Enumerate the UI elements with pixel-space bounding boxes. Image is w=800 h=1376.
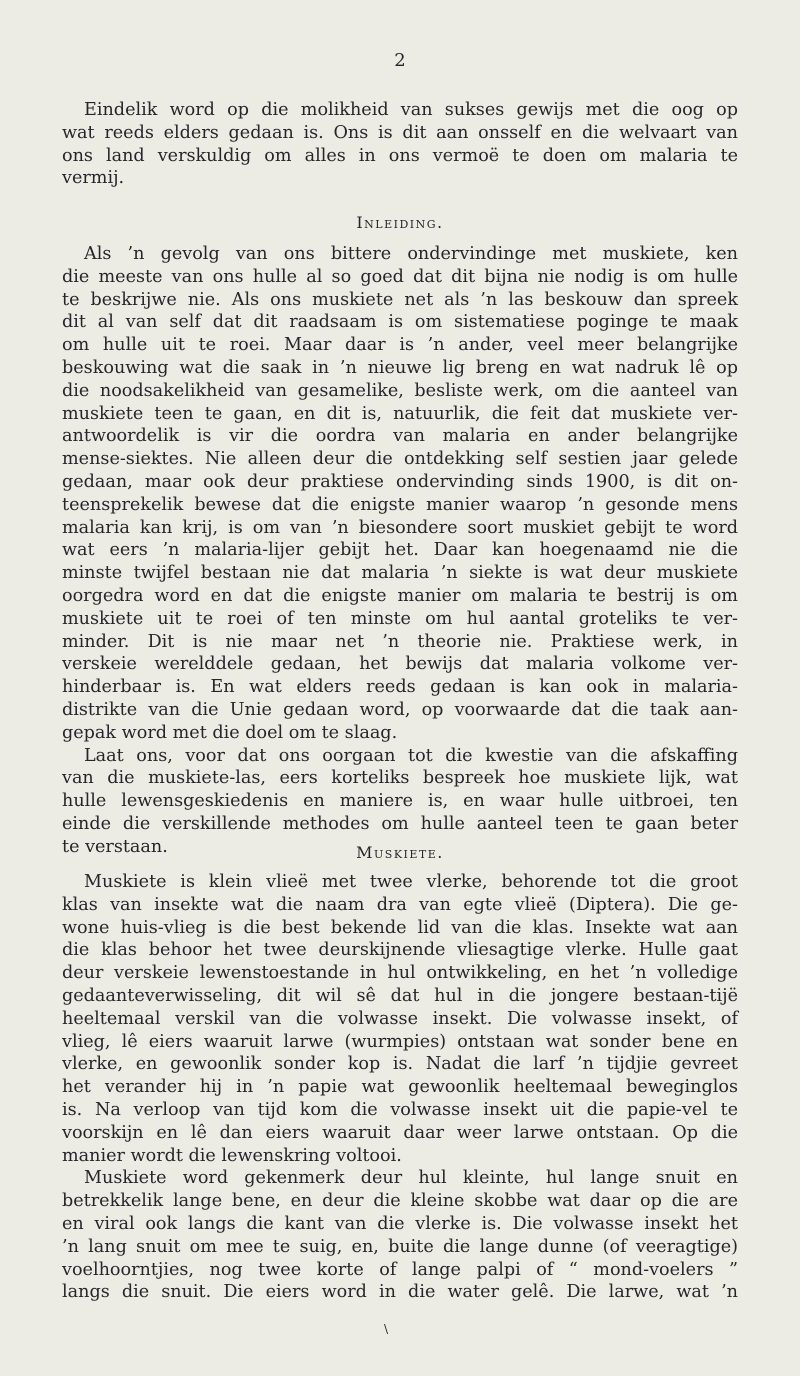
text-line: dit al van self dat dit raadsaam is om sistematiese poginge te maak (62, 312, 738, 333)
text-line: Eindelik word op die molikheid van sukses gewijs met die oog op (84, 100, 738, 120)
text-line: verskeie werelddele gedaan, het bewijs dat malaria volkome ver- (62, 654, 738, 675)
text-line: wat eers ’n malaria-lijer gebijt het. Daar kan hoegenaamd nie die (62, 540, 738, 561)
text-line: die noodsakelikheid van gesamelike, besliste werk, om die aanteel van (62, 380, 738, 401)
text-line: malaria kan krij, is om van ’n biesondere soort muskiet gebijt te word (62, 517, 738, 538)
text-line: Muskiete word gekenmerk deur hul kleinte, hul lange snuit en (84, 1168, 738, 1189)
text-line: antwoordelik is vir die oordra van malaria en ander belangrijke (62, 426, 738, 447)
text-line: gedaanteverwisseling, dit wil sê dat hul in die jongere bestaan-tijë (62, 986, 738, 1006)
text-line: distrikte van die Unie gedaan word, op voorwaarde dat die taak aan- (62, 700, 738, 720)
text-line: wat reeds elders gedaan is. Ons is dit aan onsself en die welvaart van (62, 122, 738, 143)
text-line: langs die snuit. Die eiers word in die water gelê. Die larwe, wat ’n (62, 1282, 738, 1303)
page-number: 2 (394, 50, 406, 71)
text-line: voorskijn en lê dan eiers waaruit daar weer larwe ontstaan. Op die (62, 1122, 738, 1143)
footer-mark: \ (384, 1322, 389, 1336)
text-line: voelhoorntjies, nog twee korte of lange palpi of “ mond-voelers ” (62, 1259, 738, 1280)
text-line: gedaan, maar ook deur praktiese ondervinding sinds 1900, is dit on- (62, 472, 738, 492)
text-line: om hulle uit te roei. Maar daar is ’n ander, veel meer belangrijke (62, 335, 738, 356)
text-line: deur verskeie lewenstoestande in hul ontwikkeling, en het ’n volledige (62, 963, 738, 984)
text-line: hulle lewensgeskiedenis en maniere is, en waar hulle uitbroei, ten (62, 791, 738, 812)
text-line: vermij. (62, 168, 125, 189)
text-line: die meeste van ons hulle al so goed dat dit bijna nie nodig is om hulle (62, 266, 738, 287)
text-line: klas van insekte wat die naam dra van egte vlieë (Diptera). Die ge- (62, 894, 738, 915)
text-line: te beskrijwe nie. Als ons muskiete net als ’n las beskouw dan spreek (62, 289, 738, 310)
text-line: vlerke, en gewoonlik sonder kop is. Nadat die larf ’n tijdjie gevreet (62, 1054, 738, 1075)
text-line: minder. Dit is nie maar net ’n theorie nie. Praktiese werk, in (62, 631, 738, 652)
section-heading-inleiding: Inleiding. (356, 213, 444, 232)
text-line: teensprekelik bewese dat die enigste manier waarop ’n gesonde mens (62, 494, 738, 515)
text-line: en viral ook langs die kant van die vlerke is. Die volwasse insekt het (62, 1214, 738, 1234)
text-line: vlieg, lê eiers waaruit larwe (wurmpies) ontstaan wat sonder bene en (62, 1031, 738, 1052)
text-line: heeltemaal verskil van die volwasse insekt. Die volwasse insekt, of (62, 1008, 738, 1029)
text-line: ’n lang snuit om mee te suig, en, buite die lange dunne (of veeragtige) (62, 1236, 738, 1257)
text-line: die klas behoor het twee deurskijnende vliesagtige vlerke. Hulle gaat (62, 940, 738, 961)
text-line: is. Na verloop van tijd kom die volwasse insekt uit die papie-vel te (62, 1100, 738, 1120)
text-line: minste twijfel bestaan nie dat malaria ’n siekte is wat deur muskiete (62, 563, 738, 584)
text-line: mense-siektes. Nie alleen deur die ontdekking self sestien jaar gelede (62, 449, 738, 470)
section-heading-muskiete: Muskiete. (356, 843, 444, 862)
text-line: van die muskiete-las, eers korteliks bespreek hoe muskiete lijk, wat (62, 768, 738, 789)
text-line: Laat ons, voor dat ons oorgaan tot die kwestie van die afskaffing (84, 745, 738, 766)
text-line: wone huis-vlieg is die best bekende lid van die klas. Insekte wat aan (62, 917, 738, 938)
text-line: Als ’n gevolg van ons bittere ondervindinge met muskiete, ken (84, 244, 738, 264)
text-line: beskouwing wat die saak in ’n nieuwe lig breng en wat nadruk lê op (62, 358, 738, 378)
text-line: te verstaan. (62, 836, 168, 857)
text-line: muskiete uit te roei of ten minste om hul aantal groteliks te ver- (62, 608, 738, 629)
text-line: gepak word met die doel om te slaag. (62, 722, 398, 743)
text-line: einde die verskillende methodes om hulle aanteel teen te gaan beter (62, 814, 738, 834)
text-line: het verander hij in ’n papie wat gewoonlik heeltemaal beweginglos (62, 1077, 738, 1098)
text-line: oorgedra word en dat die enigste manier om malaria te bestrij is om (62, 586, 738, 606)
text-line: betrekkelik lange bene, en deur die kleine skobbe wat daar op die are (62, 1191, 738, 1212)
text-line: manier wordt die lewenskring voltooi. (62, 1145, 402, 1166)
text-line: muskiete teen te gaan, en dit is, natuurlik, die feit dat muskiete ver- (62, 403, 738, 424)
text-line: hinderbaar is. En wat elders reeds gedaan is kan ook in malaria- (62, 677, 738, 698)
text-line: Muskiete is klein vlieë met twee vlerke, behorende tot die groot (84, 872, 738, 892)
text-line: ons land verskuldig om alles in ons vermoë te doen om malaria te (62, 145, 738, 166)
